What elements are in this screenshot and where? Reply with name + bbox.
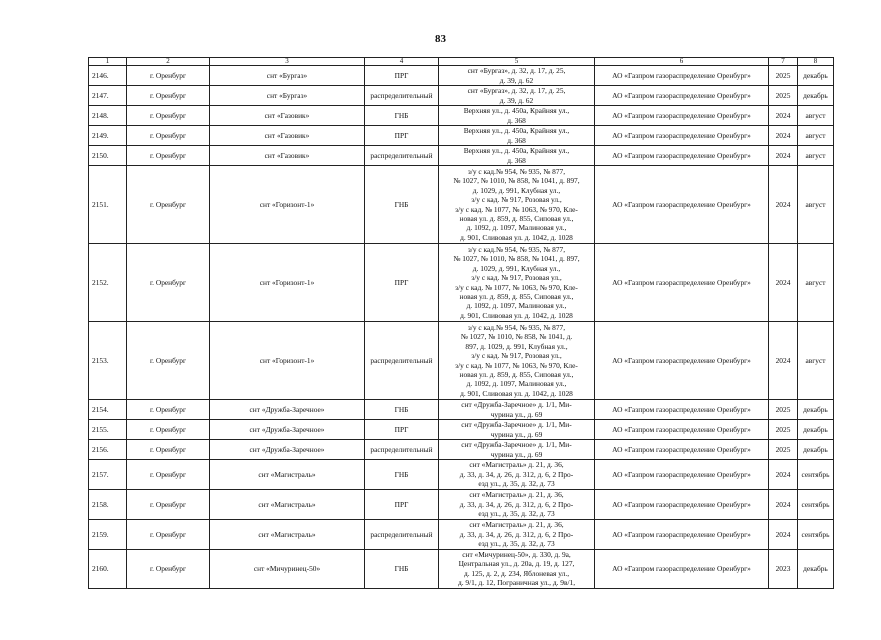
year-cell: 2024 — [769, 244, 798, 322]
table-row — [89, 106, 834, 126]
object-type-cell: распределительный — [365, 322, 439, 400]
table-row — [89, 440, 834, 460]
address-cell: снт «Бургаз», д. 32, д. 17, д. 25, д. 39, д. 62 — [439, 86, 595, 106]
organization-cell: АО «Газпром газораспределение Оренбург» — [595, 106, 769, 126]
address-cell: Верхняя ул., д. 450а, Крайняя ул., д. 368 — [439, 106, 595, 126]
year-cell: 2024 — [769, 146, 798, 166]
object-name-cell: снт «Дружба-Заречное» — [210, 400, 365, 420]
year-cell: 2025 — [769, 420, 798, 440]
object-name-cell: снт «Бургаз» — [210, 86, 365, 106]
month-cell: сентябрь — [798, 520, 834, 550]
row-number-cell: 2149. — [89, 126, 127, 146]
year-cell: 2025 — [769, 440, 798, 460]
header-cell: 6 — [595, 58, 769, 66]
object-name-cell: снт «Газовик» — [210, 146, 365, 166]
month-cell: декабрь — [798, 440, 834, 460]
address-cell: Верхняя ул., д. 450а, Крайняя ул., д. 368 — [439, 146, 595, 166]
object-name-cell: снт «Магистраль» — [210, 490, 365, 520]
organization-cell: АО «Газпром газораспределение Оренбург» — [595, 520, 769, 550]
organization-cell: АО «Газпром газораспределение Оренбург» — [595, 66, 769, 86]
organization-cell: АО «Газпром газораспределение Оренбург» — [595, 146, 769, 166]
object-name-cell: снт «Газовик» — [210, 106, 365, 126]
month-cell: декабрь — [798, 550, 834, 589]
object-type-cell: ГНБ — [365, 166, 439, 244]
object-type-cell: ПРГ — [365, 490, 439, 520]
object-name-cell: снт «Горизонт-1» — [210, 244, 365, 322]
table-row — [89, 420, 834, 440]
organization-cell: АО «Газпром газораспределение Оренбург» — [595, 420, 769, 440]
object-type-cell: ПРГ — [365, 66, 439, 86]
table-row — [89, 520, 834, 550]
column-number-row — [89, 58, 834, 66]
object-type-cell: ПРГ — [365, 420, 439, 440]
header-cell: 1 — [89, 58, 127, 66]
table-row — [89, 126, 834, 146]
year-cell: 2025 — [769, 400, 798, 420]
row-number-cell: 2158. — [89, 490, 127, 520]
object-name-cell: снт «Мичуринец-50» — [210, 550, 365, 589]
address-cell: снт «Дружба-Заречное» д. 1/1, Ми- чурина ул., д. 69 — [439, 440, 595, 460]
row-number-cell: 2157. — [89, 460, 127, 490]
object-type-cell: ГНБ — [365, 460, 439, 490]
city-cell: г. Оренбург — [127, 66, 210, 86]
object-name-cell: снт «Горизонт-1» — [210, 166, 365, 244]
city-cell: г. Оренбург — [127, 440, 210, 460]
row-number-cell: 2156. — [89, 440, 127, 460]
city-cell: г. Оренбург — [127, 460, 210, 490]
city-cell: г. Оренбург — [127, 166, 210, 244]
month-cell: август — [798, 166, 834, 244]
organization-cell: АО «Газпром газораспределение Оренбург» — [595, 490, 769, 520]
city-cell: г. Оренбург — [127, 244, 210, 322]
object-type-cell: ГНБ — [365, 106, 439, 126]
organization-cell: АО «Газпром газораспределение Оренбург» — [595, 244, 769, 322]
header-cell: 8 — [798, 58, 834, 66]
table-row — [89, 146, 834, 166]
table-row — [89, 244, 834, 322]
address-cell: Верхняя ул., д. 450а, Крайняя ул., д. 368 — [439, 126, 595, 146]
month-cell: декабрь — [798, 86, 834, 106]
row-number-cell: 2151. — [89, 166, 127, 244]
city-cell: г. Оренбург — [127, 520, 210, 550]
address-cell: з/у с кад.№ 954, № 935, № 877, № 1027, № 1010, № 858, № 1041, д. 897, д. 1029, д. 991, Клубная ул., з/у с кад. № 917, Розовая ул., з/у с кад. № 1077, № 1063, № 970, Кле- новая ул. д. 859, д. 855, Сиповая ул., д. 1092, д. 1097, Малиновая ул., д. 901, Сливовая ул. д. 1042, д. 1028 — [439, 322, 595, 400]
year-cell: 2024 — [769, 520, 798, 550]
row-number-cell: 2150. — [89, 146, 127, 166]
organization-cell: АО «Газпром газораспределение Оренбург» — [595, 400, 769, 420]
header-cell: 2 — [127, 58, 210, 66]
year-cell: 2025 — [769, 86, 798, 106]
object-name-cell: снт «Дружба-Заречное» — [210, 420, 365, 440]
year-cell: 2023 — [769, 550, 798, 589]
month-cell: август — [798, 126, 834, 146]
object-type-cell: ПРГ — [365, 126, 439, 146]
month-cell: август — [798, 244, 834, 322]
city-cell: г. Оренбург — [127, 126, 210, 146]
header-cell: 3 — [210, 58, 365, 66]
address-cell: снт «Мичуринец-50», д. 330, д. 9а, Центральная ул., д. 20а, д. 19, д. 127, д. 125, д. 2, д. 234, Яблоневая ул., д. 9/1, д. 12, Пограничная ул., д. 9в/1, — [439, 550, 595, 589]
object-type-cell: ГНБ — [365, 550, 439, 589]
address-cell: снт «Дружба-Заречное» д. 1/1, Ми- чурина ул., д. 69 — [439, 400, 595, 420]
row-number-cell: 2155. — [89, 420, 127, 440]
address-cell: з/у с кад.№ 954, № 935, № 877, № 1027, № 1010, № 858, № 1041, д. 897, д. 1029, д. 991, Клубная ул., з/у с кад. № 917, Розовая ул., з/у с кад. № 1077, № 1063, № 970, Кле- новая ул. д. 859, д. 855, Сиповая ул., д. 1092, д. 1097, Малиновая ул., д. 901, Сливовая ул. д. 1042, д. 1028 — [439, 166, 595, 244]
city-cell: г. Оренбург — [127, 420, 210, 440]
month-cell: сентябрь — [798, 490, 834, 520]
address-cell: снт «Магистраль» д. 21, д. 36, д. 33, д. 34, д. 26, д. 312, д. 6, 2 Про- езд ул., д. 35, д. 32, д. 73 — [439, 520, 595, 550]
row-number-cell: 2154. — [89, 400, 127, 420]
table-row — [89, 490, 834, 520]
address-cell: з/у с кад.№ 954, № 935, № 877, № 1027, № 1010, № 858, № 1041, д. 897, д. 1029, д. 991, Клубная ул., з/у с кад. № 917, Розовая ул., з/у с кад. № 1077, № 1063, № 970, Кле- новая ул. д. 859, д. 855, Сиповая ул., д. 1092, д. 1097, Малиновая ул., д. 901, Сливовая ул. д. 1042, д. 1028 — [439, 244, 595, 322]
organization-cell: АО «Газпром газораспределение Оренбург» — [595, 550, 769, 589]
table-row — [89, 66, 834, 86]
row-number-cell: 2148. — [89, 106, 127, 126]
month-cell: август — [798, 146, 834, 166]
month-cell: сентябрь — [798, 460, 834, 490]
gas-objects-table — [88, 57, 834, 589]
header-cell: 4 — [365, 58, 439, 66]
row-number-cell: 2153. — [89, 322, 127, 400]
row-number-cell: 2159. — [89, 520, 127, 550]
month-cell: август — [798, 322, 834, 400]
table-row — [89, 86, 834, 106]
year-cell: 2024 — [769, 460, 798, 490]
object-name-cell: снт «Газовик» — [210, 126, 365, 146]
organization-cell: АО «Газпром газораспределение Оренбург» — [595, 166, 769, 244]
table-row — [89, 460, 834, 490]
table-row — [89, 322, 834, 400]
object-type-cell: распределительный — [365, 520, 439, 550]
city-cell: г. Оренбург — [127, 550, 210, 589]
address-cell: снт «Магистраль» д. 21, д. 36, д. 33, д. 34, д. 26, д. 312, д. 6, 2 Про- езд ул., д. 35, д. 32, д. 73 — [439, 460, 595, 490]
object-name-cell: снт «Горизонт-1» — [210, 322, 365, 400]
address-cell: снт «Магистраль» д. 21, д. 36, д. 33, д. 34, д. 26, д. 312, д. 6, 2 Про- езд ул., д. 35, д. 32, д. 73 — [439, 490, 595, 520]
year-cell: 2025 — [769, 66, 798, 86]
object-name-cell: снт «Магистраль» — [210, 520, 365, 550]
object-type-cell: ПРГ — [365, 244, 439, 322]
row-number-cell: 2146. — [89, 66, 127, 86]
object-type-cell: распределительный — [365, 86, 439, 106]
object-name-cell: снт «Бургаз» — [210, 66, 365, 86]
row-number-cell: 2160. — [89, 550, 127, 589]
month-cell: декабрь — [798, 420, 834, 440]
year-cell: 2024 — [769, 166, 798, 244]
year-cell: 2024 — [769, 106, 798, 126]
object-type-cell: распределительный — [365, 146, 439, 166]
object-name-cell: снт «Дружба-Заречное» — [210, 440, 365, 460]
page-number: 83 — [435, 33, 446, 45]
row-number-cell: 2147. — [89, 86, 127, 106]
month-cell: декабрь — [798, 66, 834, 86]
row-number-cell: 2152. — [89, 244, 127, 322]
object-name-cell: снт «Магистраль» — [210, 460, 365, 490]
header-cell: 7 — [769, 58, 798, 66]
organization-cell: АО «Газпром газораспределение Оренбург» — [595, 440, 769, 460]
organization-cell: АО «Газпром газораспределение Оренбург» — [595, 460, 769, 490]
object-type-cell: распределительный — [365, 440, 439, 460]
year-cell: 2024 — [769, 322, 798, 400]
city-cell: г. Оренбург — [127, 400, 210, 420]
year-cell: 2024 — [769, 126, 798, 146]
city-cell: г. Оренбург — [127, 322, 210, 400]
organization-cell: АО «Газпром газораспределение Оренбург» — [595, 322, 769, 400]
month-cell: декабрь — [798, 400, 834, 420]
table-row — [89, 550, 834, 589]
object-type-cell: ГНБ — [365, 400, 439, 420]
table-row — [89, 166, 834, 244]
organization-cell: АО «Газпром газораспределение Оренбург» — [595, 126, 769, 146]
city-cell: г. Оренбург — [127, 490, 210, 520]
year-cell: 2024 — [769, 490, 798, 520]
address-cell: снт «Бургаз», д. 32, д. 17, д. 25, д. 39, д. 62 — [439, 66, 595, 86]
address-cell: снт «Дружба-Заречное» д. 1/1, Ми- чурина ул., д. 69 — [439, 420, 595, 440]
month-cell: август — [798, 106, 834, 126]
city-cell: г. Оренбург — [127, 106, 210, 126]
table-row — [89, 400, 834, 420]
city-cell: г. Оренбург — [127, 86, 210, 106]
header-cell: 5 — [439, 58, 595, 66]
city-cell: г. Оренбург — [127, 146, 210, 166]
organization-cell: АО «Газпром газораспределение Оренбург» — [595, 86, 769, 106]
